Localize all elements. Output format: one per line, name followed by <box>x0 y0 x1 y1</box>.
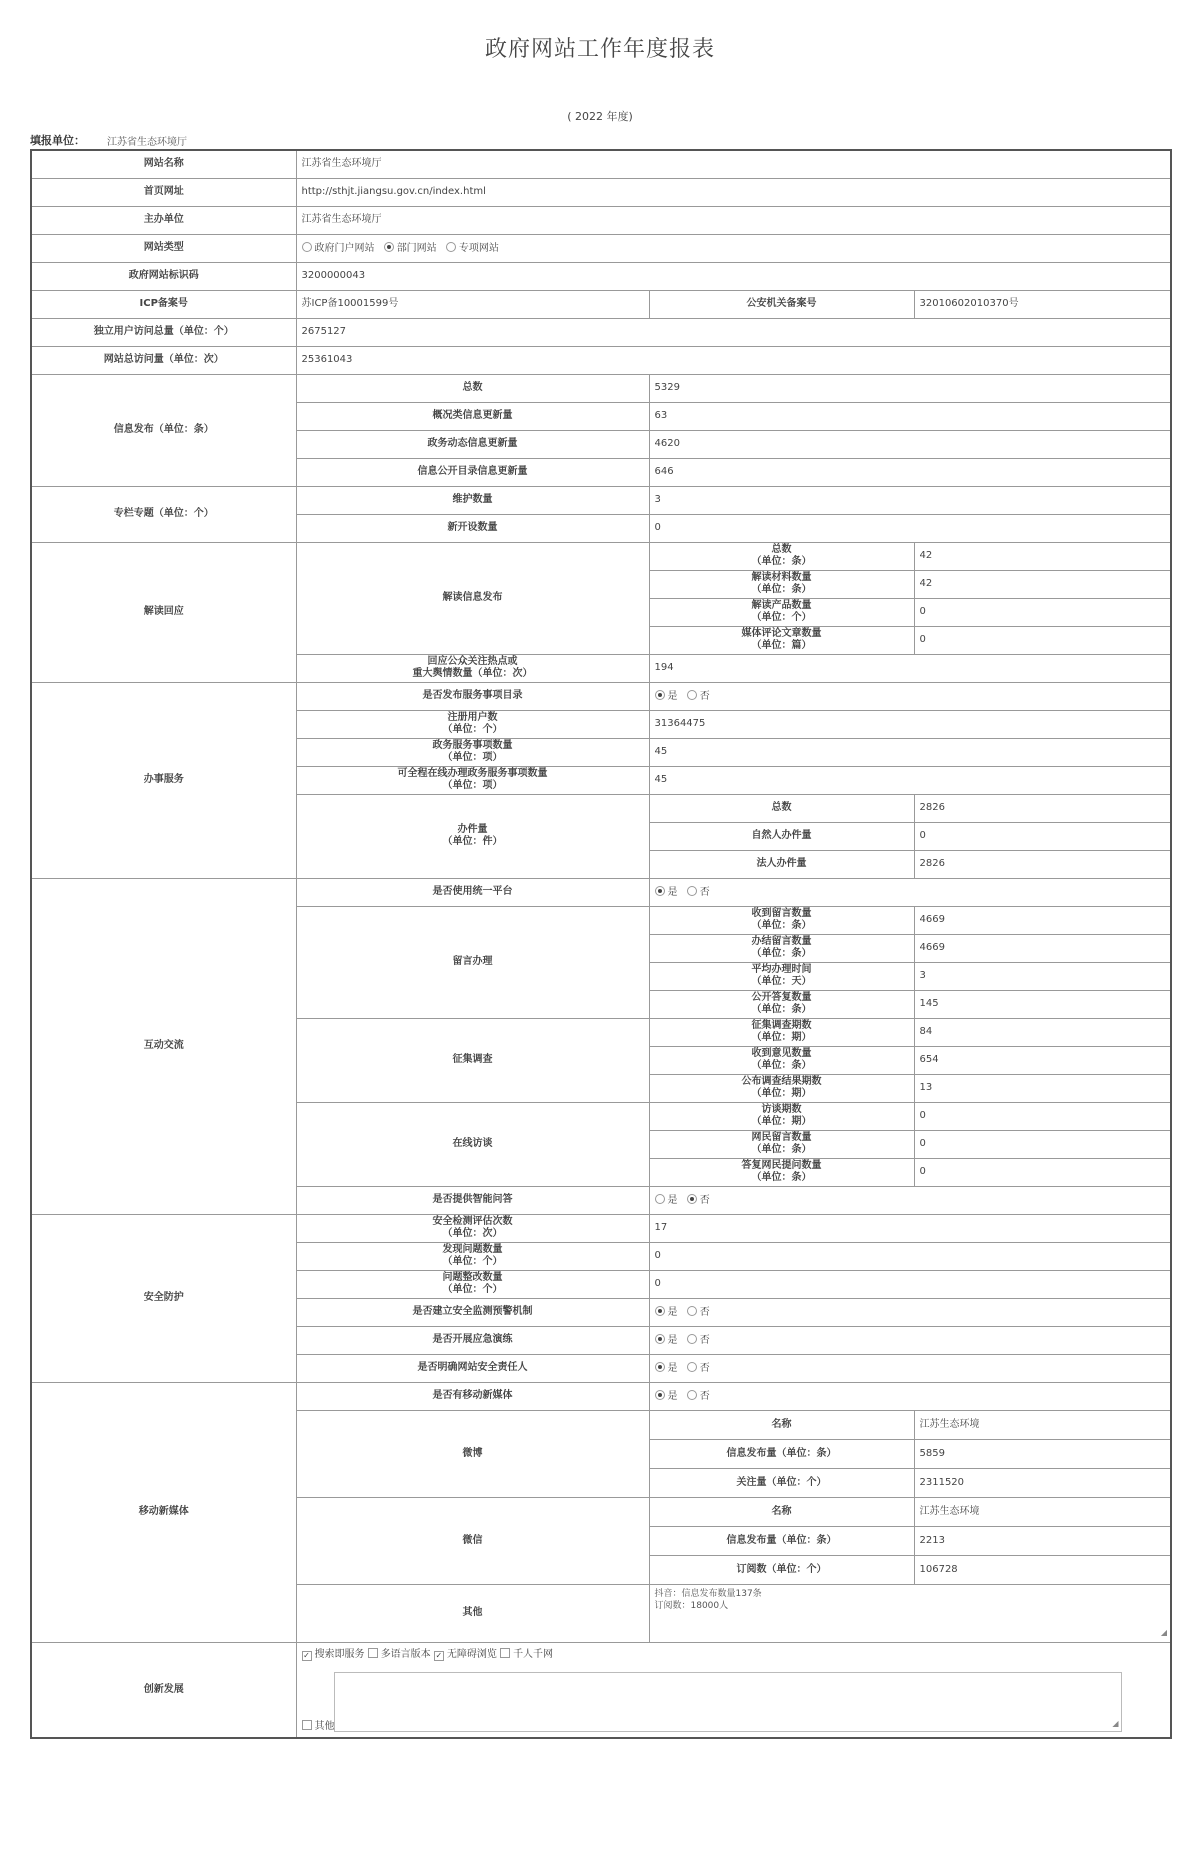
media-has-options <box>649 1382 1171 1410</box>
info-total-value[interactable]: 5329 <box>649 374 1171 402</box>
media-other-text: 抖音：信息发布数量137条 订阅数：18000人 <box>654 1588 762 1611</box>
sec-issues-label: 发现问题数量 （单位：个） <box>296 1242 649 1270</box>
icp-label: ICP备案号 <box>31 290 296 318</box>
interp-materials-value[interactable]: 42 <box>914 570 1171 598</box>
table-row <box>31 1382 1171 1410</box>
interview-answers-label: 答复网民提问数量 （单位：条） <box>649 1158 914 1186</box>
innovation-option[interactable]: 千人千网 <box>500 1649 553 1660</box>
wechat-posts-label: 信息发布量（单位：条） <box>649 1526 914 1555</box>
interpretation-label: 解读回应 <box>31 542 296 682</box>
info-overview-value[interactable]: 63 <box>649 402 1171 430</box>
interp-products-value[interactable]: 0 <box>914 598 1171 626</box>
checkbox-checked-icon[interactable]: ✓ <box>303 1650 310 1660</box>
site-type-label: 网站类型 <box>31 234 296 262</box>
option-no[interactable]: 否 <box>687 1391 710 1402</box>
option-no[interactable]: 否 <box>687 887 710 898</box>
row-site-name <box>31 150 1171 178</box>
host-label: 主办单位 <box>31 206 296 234</box>
interp-materials-label: 解读材料数量 （单位：条） <box>649 570 914 598</box>
reporting-unit-field[interactable]: 江苏省生态环境厅 <box>105 133 565 151</box>
weibo-name-label: 名称 <box>649 1410 914 1439</box>
row-homepage <box>31 178 1171 206</box>
checkbox-icon[interactable] <box>500 1648 510 1658</box>
site-name-label: 网站名称 <box>31 150 296 178</box>
option-no[interactable]: 否 <box>687 1363 710 1374</box>
volume-person-value[interactable]: 0 <box>914 822 1171 850</box>
interview-periods-label: 访谈期数 （单位：期） <box>649 1102 914 1130</box>
resize-grip-icon[interactable]: ◢ <box>1160 1627 1167 1637</box>
volume-total-label: 总数 <box>649 794 914 822</box>
innovation-options <box>296 1642 1171 1738</box>
service-volume-label: 办件量 （单位：件） <box>296 794 649 878</box>
service-online-label: 可全程在线办理政务服务事项数量 （单位：项） <box>296 766 649 794</box>
msg-closed-value[interactable]: 4669 <box>914 934 1171 962</box>
uv-value[interactable]: 2675127 <box>296 318 1171 346</box>
radio-selected-icon[interactable] <box>655 690 665 700</box>
service-items-value[interactable]: 45 <box>649 738 1171 766</box>
option-yes[interactable]: 是 <box>655 1195 678 1206</box>
homepage-value[interactable]: http://sthjt.jiangsu.gov.cn/index.html <box>296 178 1171 206</box>
table-row <box>31 682 1171 710</box>
option-yes[interactable]: 是 <box>655 887 678 898</box>
uv-label: 独立用户访问总量（单位：个） <box>31 318 296 346</box>
interp-media-value[interactable]: 0 <box>914 626 1171 654</box>
survey-periods-label: 征集调查期数 （单位：期） <box>649 1018 914 1046</box>
option-no[interactable]: 否 <box>687 1195 710 1206</box>
row-host <box>31 206 1171 234</box>
sec-fixed-value[interactable]: 0 <box>649 1270 1171 1298</box>
interview-label: 在线访谈 <box>296 1102 649 1186</box>
interview-messages-value[interactable]: 0 <box>914 1130 1171 1158</box>
msg-public-value[interactable]: 145 <box>914 990 1171 1018</box>
table-row <box>31 1642 1171 1738</box>
info-total-label: 总数 <box>296 374 649 402</box>
option-no[interactable]: 否 <box>687 1307 710 1318</box>
site-name-value[interactable]: 江苏省生态环境厅 <box>296 150 1171 178</box>
option-no[interactable]: 否 <box>687 1335 710 1346</box>
wechat-name-value[interactable]: 江苏生态环境 <box>914 1497 1171 1526</box>
service-catalog-options <box>649 682 1171 710</box>
response-value[interactable]: 194 <box>649 654 1171 682</box>
innovation-label: 创新发展 <box>31 1642 296 1738</box>
volume-total-value[interactable]: 2826 <box>914 794 1171 822</box>
police-label: 公安机关备案号 <box>649 290 914 318</box>
pv-label: 网站总访问量（单位：次） <box>31 346 296 374</box>
smart-qa-label: 是否提供智能问答 <box>296 1186 649 1214</box>
radio-selected-icon[interactable] <box>655 886 665 896</box>
sec-drill-options <box>649 1326 1171 1354</box>
interp-total-label: 总数 （单位：条） <box>649 542 914 570</box>
interp-products-label: 解读产品数量 （单位：个） <box>649 598 914 626</box>
columns-label: 专栏专题（单位：个） <box>31 486 296 542</box>
sec-warning-label: 是否建立安全监测预警机制 <box>296 1298 649 1326</box>
columns-maintain-label: 维护数量 <box>296 486 649 514</box>
wechat-posts-value[interactable]: 2213 <box>914 1526 1171 1555</box>
site-id-value[interactable]: 3200000043 <box>296 262 1171 290</box>
wechat-name-label: 名称 <box>649 1497 914 1526</box>
option-yes[interactable]: 是 <box>655 1335 678 1346</box>
columns-maintain-value[interactable]: 3 <box>649 486 1171 514</box>
weibo-followers-label: 关注量（单位：个） <box>649 1468 914 1497</box>
weibo-posts-label: 信息发布量（单位：条） <box>649 1439 914 1468</box>
option-no[interactable]: 否 <box>687 691 710 702</box>
checkbox-icon[interactable] <box>302 1720 312 1730</box>
volume-person-label: 自然人办件量 <box>649 822 914 850</box>
report-table <box>30 149 1172 1739</box>
host-value[interactable]: 江苏省生态环境厅 <box>296 206 1171 234</box>
site-type-options <box>296 234 1171 262</box>
volume-legal-value[interactable]: 2826 <box>914 850 1171 878</box>
wechat-subs-value[interactable]: 106728 <box>914 1555 1171 1584</box>
interview-answers-value[interactable]: 0 <box>914 1158 1171 1186</box>
row-site-type <box>31 234 1171 262</box>
sec-person-options <box>649 1354 1171 1382</box>
innovation-other-textarea[interactable] <box>334 1672 1122 1732</box>
service-catalog-label: 是否发布服务事项目录 <box>296 682 649 710</box>
option-yes[interactable]: 是 <box>655 1307 678 1318</box>
interaction-label: 互动交流 <box>31 878 296 1214</box>
survey-results-label: 公布调查结果期数 （单位：期） <box>649 1074 914 1102</box>
row-pv <box>31 346 1171 374</box>
radio-icon[interactable] <box>687 886 697 896</box>
interpretation-release-label: 解读信息发布 <box>296 542 649 654</box>
checkbox-icon[interactable] <box>368 1648 378 1658</box>
table-row <box>31 374 1171 402</box>
interview-messages-label: 网民留言数量 （单位：条） <box>649 1130 914 1158</box>
wechat-subs-label: 订阅数（单位：个） <box>649 1555 914 1584</box>
info-news-label: 政务动态信息更新量 <box>296 430 649 458</box>
info-catalog-label: 信息公开目录信息更新量 <box>296 458 649 486</box>
row-site-id <box>31 262 1171 290</box>
radio-selected-icon[interactable] <box>655 1306 665 1316</box>
reporting-unit <box>0 128 1200 150</box>
messages-label: 留言办理 <box>296 906 649 1018</box>
service-users-label: 注册用户数 （单位：个） <box>296 710 649 738</box>
pv-value[interactable]: 25361043 <box>296 346 1171 374</box>
survey-opinions-value[interactable]: 654 <box>914 1046 1171 1074</box>
interp-media-label: 媒体评论文章数量 （单位：篇） <box>649 626 914 654</box>
sec-tests-label: 安全检测评估次数 （单位：次） <box>296 1214 649 1242</box>
resize-grip-icon[interactable]: ◢ <box>1112 1718 1119 1728</box>
radio-icon[interactable] <box>687 690 697 700</box>
table-row <box>31 878 1171 906</box>
service-items-label: 政务服务事项数量 （单位：项） <box>296 738 649 766</box>
info-release-label: 信息发布（单位：条） <box>31 374 296 486</box>
info-catalog-value[interactable]: 646 <box>649 458 1171 486</box>
radio-selected-icon[interactable] <box>655 1362 665 1372</box>
survey-opinions-label: 收到意见数量 （单位：条） <box>649 1046 914 1074</box>
sec-issues-value[interactable]: 0 <box>649 1242 1171 1270</box>
msg-received-label: 收到留言数量 （单位：条） <box>649 906 914 934</box>
msg-avg-time-value[interactable]: 3 <box>914 962 1171 990</box>
columns-new-value[interactable]: 0 <box>649 514 1171 542</box>
media-label: 移动新媒体 <box>31 1382 296 1642</box>
innovation-option[interactable]: ✓ 无障碍浏览 <box>435 1648 497 1660</box>
radio-icon[interactable] <box>446 242 456 252</box>
media-has-label: 是否有移动新媒体 <box>296 1382 649 1410</box>
option-yes[interactable]: 是 <box>655 691 678 702</box>
innovation-option[interactable]: 多语言版本 <box>368 1649 431 1660</box>
icp-value[interactable]: 苏ICP备10001599号 <box>296 290 649 318</box>
wechat-label: 微信 <box>296 1497 649 1584</box>
sec-warning-options <box>649 1298 1171 1326</box>
option-yes[interactable]: 是 <box>655 1391 678 1402</box>
response-label: 回应公众关注热点或 重大舆情数量（单位：次） <box>296 654 649 682</box>
radio-icon[interactable] <box>687 1334 697 1344</box>
page-title: 政府网站工作年度报表 <box>484 37 715 62</box>
site-type-special[interactable]: 专项网站 <box>446 243 499 254</box>
service-label: 办事服务 <box>31 682 296 878</box>
msg-closed-label: 办结留言数量 （单位：条） <box>649 934 914 962</box>
interp-total-value[interactable]: 42 <box>914 542 1171 570</box>
weibo-name-value[interactable]: 江苏生态环境 <box>914 1410 1171 1439</box>
homepage-label: 首页网址 <box>31 178 296 206</box>
msg-avg-time-label: 平均办理时间 （单位：天） <box>649 962 914 990</box>
innovation-option[interactable]: ✓ 搜索即服务 <box>303 1648 365 1660</box>
radio-icon[interactable] <box>687 1306 697 1316</box>
survey-label: 征集调查 <box>296 1018 649 1102</box>
info-overview-label: 概况类信息更新量 <box>296 402 649 430</box>
platform-label: 是否使用统一平台 <box>296 878 649 906</box>
report-year: ( 2022 年度) <box>567 110 633 123</box>
interview-periods-value[interactable]: 0 <box>914 1102 1171 1130</box>
msg-public-label: 公开答复数量 （单位：条） <box>649 990 914 1018</box>
table-row <box>31 486 1171 514</box>
service-online-value[interactable]: 45 <box>649 766 1171 794</box>
checkbox-checked-icon[interactable]: ✓ <box>435 1650 443 1660</box>
sec-person-label: 是否明确网站安全责任人 <box>296 1354 649 1382</box>
radio-selected-icon[interactable] <box>655 1390 665 1400</box>
radio-icon[interactable] <box>302 242 312 252</box>
police-value[interactable]: 32010602010370号 <box>914 290 1171 318</box>
option-yes[interactable]: 是 <box>655 1363 678 1374</box>
row-icp <box>31 290 1171 318</box>
service-users-value[interactable]: 31364475 <box>649 710 1171 738</box>
info-news-value[interactable]: 4620 <box>649 430 1171 458</box>
radio-icon[interactable] <box>687 1390 697 1400</box>
survey-periods-value[interactable]: 84 <box>914 1018 1171 1046</box>
innovation-other-option[interactable]: 其他 <box>302 1720 335 1733</box>
media-other-textarea[interactable] <box>649 1584 1171 1642</box>
sec-fixed-label: 问题整改数量 （单位：个） <box>296 1270 649 1298</box>
smart-qa-options <box>649 1186 1171 1214</box>
site-id-label: 政府网站标识码 <box>31 262 296 290</box>
table-row <box>31 542 1171 570</box>
platform-options <box>649 878 1171 906</box>
radio-selected-icon[interactable] <box>687 1194 697 1204</box>
radio-icon[interactable] <box>655 1194 665 1204</box>
sec-tests-value[interactable]: 17 <box>649 1214 1171 1242</box>
site-type-portal[interactable]: 政府门户网站 <box>302 243 375 254</box>
radio-selected-icon[interactable] <box>655 1334 665 1344</box>
security-label: 安全防护 <box>31 1214 296 1382</box>
reporting-unit-label: 填报单位： <box>30 134 85 147</box>
sec-drill-label: 是否开展应急演练 <box>296 1326 649 1354</box>
survey-results-value[interactable]: 13 <box>914 1074 1171 1102</box>
table-row <box>31 1214 1171 1242</box>
media-other-label: 其他 <box>296 1584 649 1642</box>
radio-icon[interactable] <box>687 1362 697 1372</box>
columns-new-label: 新开设数量 <box>296 514 649 542</box>
radio-selected-icon[interactable] <box>384 242 394 252</box>
row-uv <box>31 318 1171 346</box>
msg-received-value[interactable]: 4669 <box>914 906 1171 934</box>
weibo-label: 微博 <box>296 1410 649 1497</box>
weibo-followers-value[interactable]: 2311520 <box>914 1468 1171 1497</box>
volume-legal-label: 法人办件量 <box>649 850 914 878</box>
site-type-department[interactable]: 部门网站 <box>384 243 437 254</box>
weibo-posts-value[interactable]: 5859 <box>914 1439 1171 1468</box>
